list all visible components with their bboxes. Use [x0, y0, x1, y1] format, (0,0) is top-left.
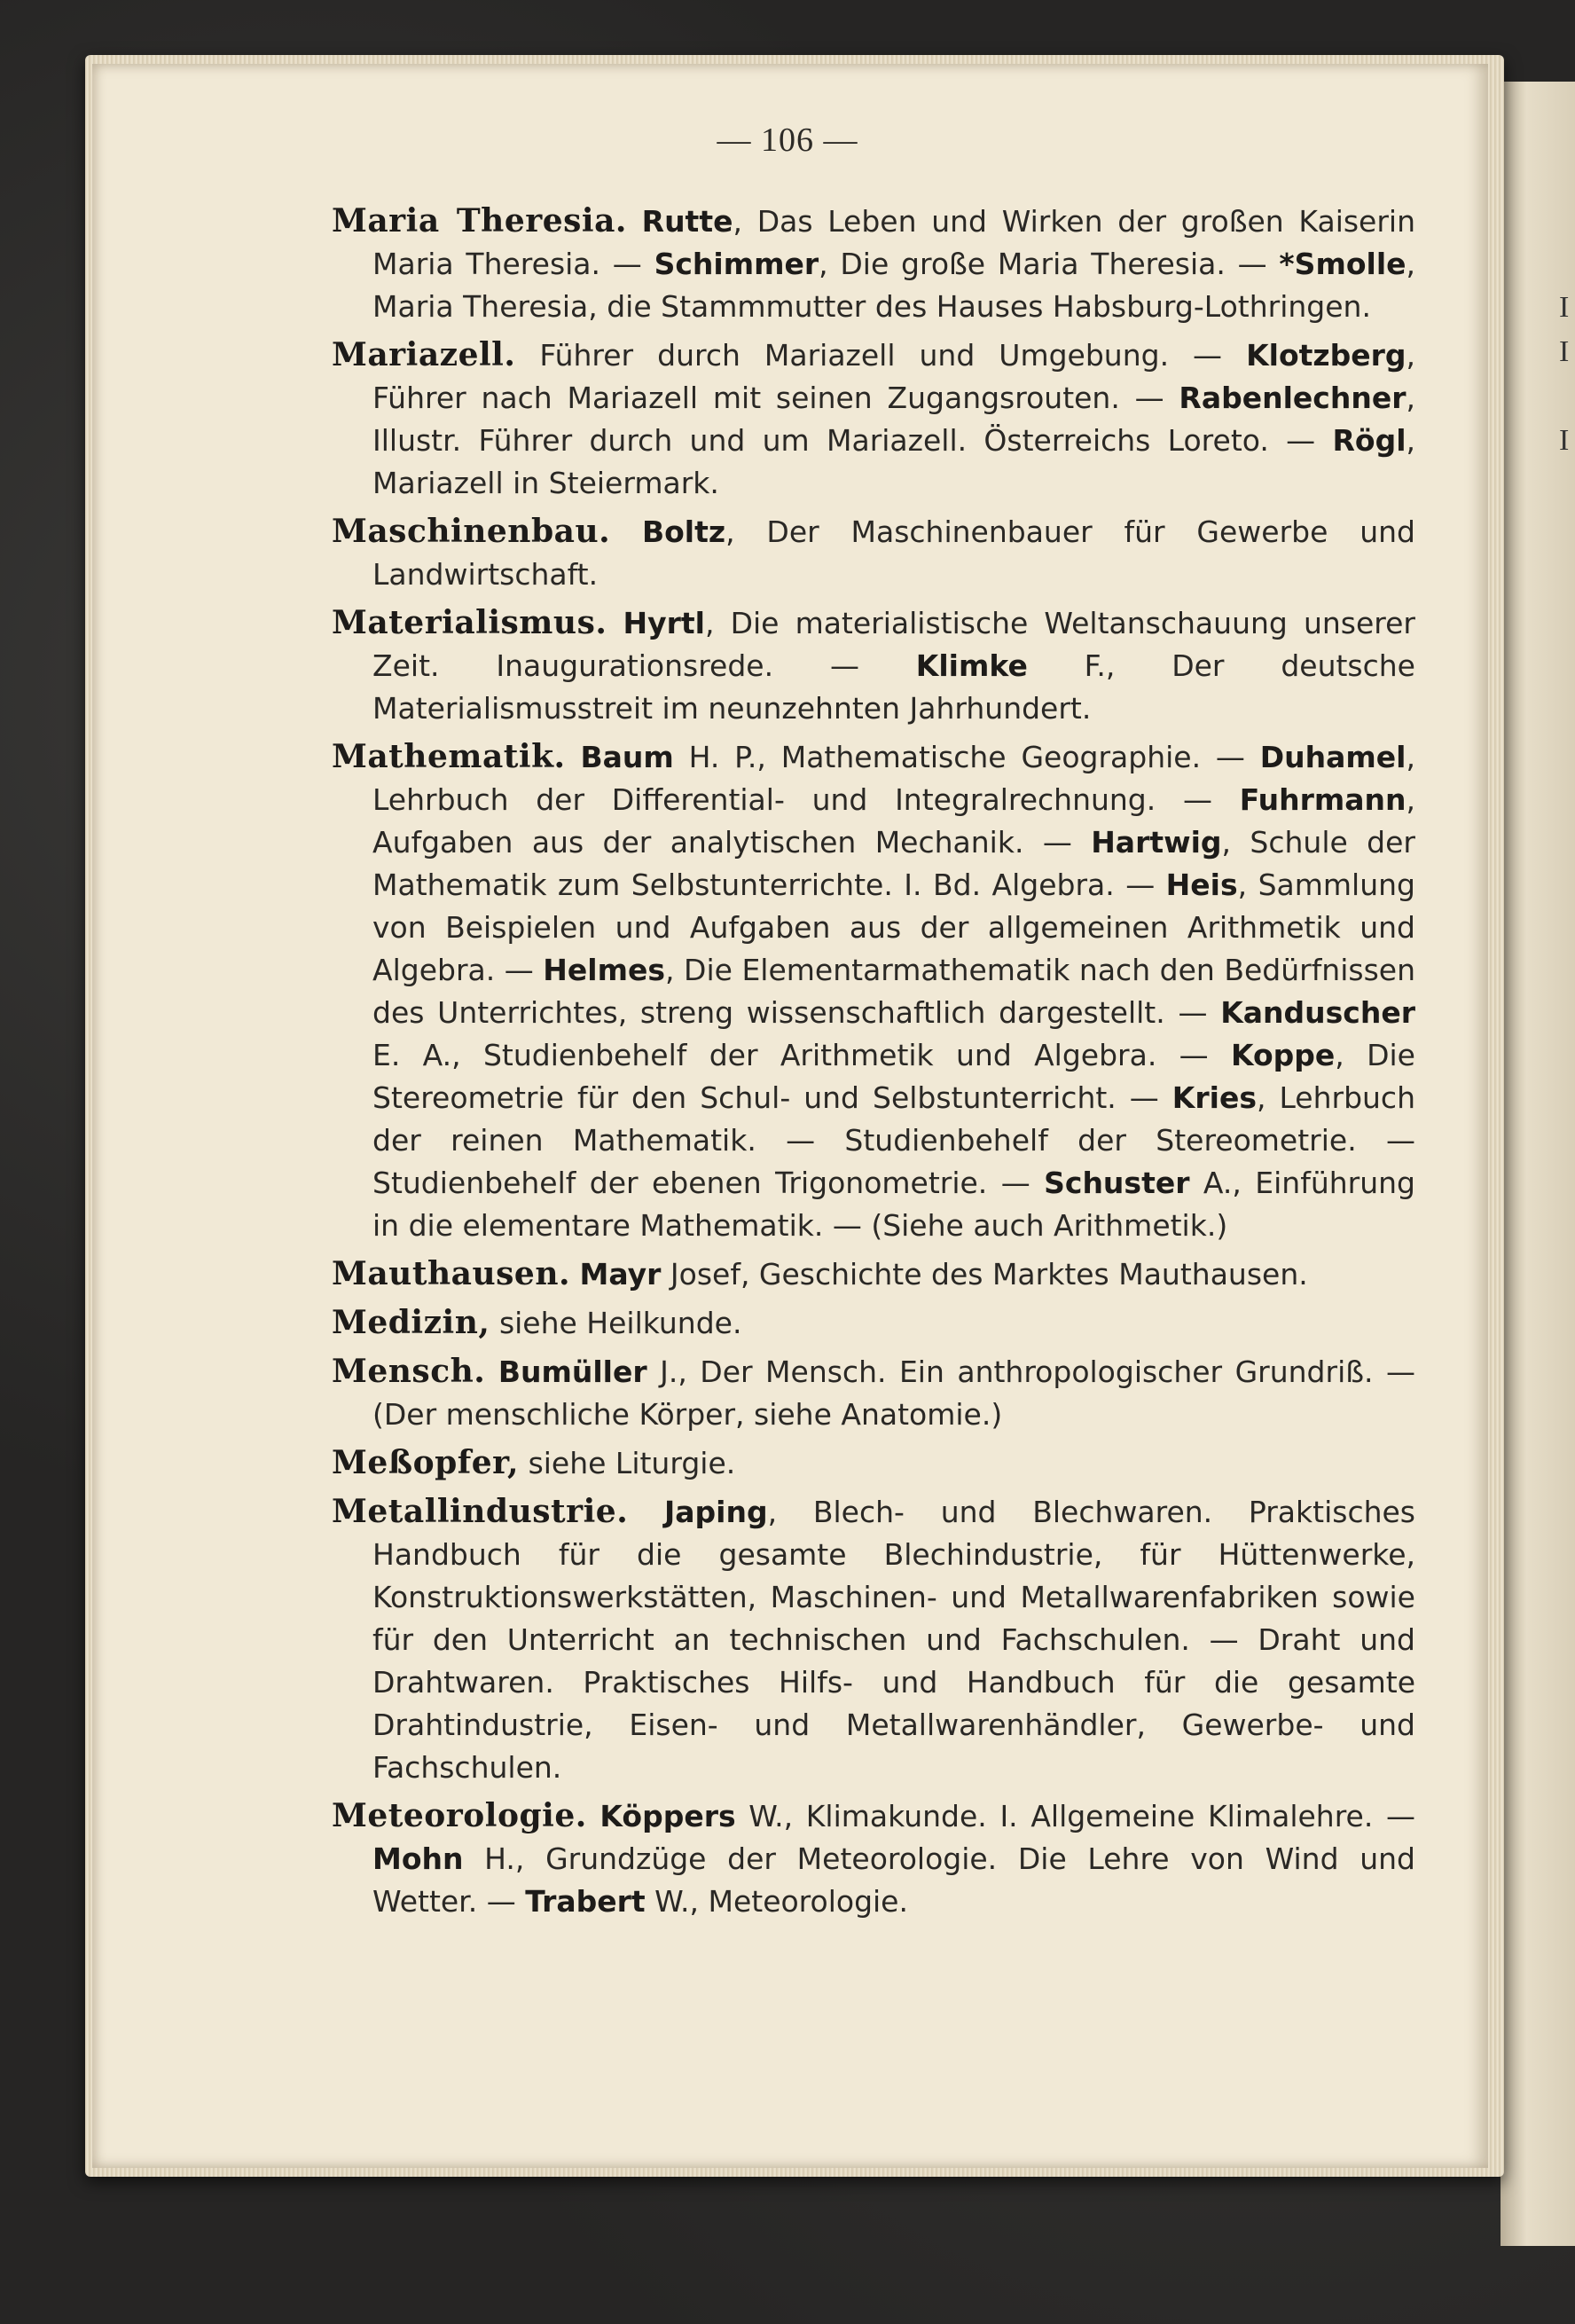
- entry-text: , Die große Maria Theresia. —: [819, 247, 1280, 281]
- entry-text: , Die materialistische Weltanschauung unserer Zeit. Inaugurationsrede. —: [372, 606, 1415, 683]
- entry-author: Koppe: [1230, 1038, 1336, 1072]
- entry-author: Bumüller: [498, 1354, 647, 1389]
- index-entry: [332, 1301, 1415, 1345]
- entry-text: siehe Liturgie.: [528, 1446, 736, 1480]
- entry-author: Köppers: [599, 1799, 736, 1833]
- entry-text: H. P., Mathematische Geographie. —: [673, 740, 1260, 774]
- index-entry: [332, 200, 1415, 328]
- entry-author: Schuster: [1044, 1166, 1190, 1200]
- entry-author: Hyrtl: [623, 606, 705, 640]
- page-number: — 106 —: [717, 122, 858, 159]
- entry-keyword: Medizin,: [332, 1304, 490, 1341]
- entry-text: , Das Leben und Wirken der großen Kaiserin Maria Theresia. —: [372, 204, 1416, 281]
- entry-text: , Die Elementarmathematik nach den Bedürfnissen des Unterrichtes, streng wissenschaftlich dargestellt. —: [372, 953, 1415, 1030]
- entry-author: Klotzberg: [1246, 338, 1407, 373]
- entry-keyword: Mauthausen.: [332, 1255, 571, 1292]
- index-entry: [332, 1441, 1415, 1485]
- entry-text: , Lehrbuch der Differential- und Integralrechnung. —: [372, 740, 1415, 817]
- entry-keyword: Mariazell.: [332, 336, 516, 373]
- index-text-block: [332, 200, 1415, 1928]
- index-entry: [332, 1350, 1415, 1436]
- entry-text: J., Der Mensch. Ein anthropologischer Grundriß. — (Der menschliche Körper, siehe Anatomie.): [372, 1354, 1415, 1432]
- entry-author: Rögl: [1332, 423, 1407, 458]
- adjacent-page-fragment: I: [1559, 291, 1570, 324]
- entry-author: Helmes: [543, 953, 666, 987]
- adjacent-page-edge: [1501, 82, 1575, 2246]
- entry-author: Hartwig: [1091, 825, 1222, 860]
- entry-author: Mayr: [579, 1257, 662, 1292]
- entry-text: , Die Stereometrie für den Schul- und Selbstunterricht. —: [372, 1038, 1415, 1115]
- entry-text: , Lehrbuch der reinen Mathematik. — Studienbehelf der Stereometrie. — Studienbehelf der ebenen Trigonometrie. —: [372, 1080, 1415, 1200]
- entry-keyword: Mensch.: [332, 1353, 486, 1390]
- index-entry: [332, 1252, 1415, 1296]
- entry-text: Josef, Geschichte des Marktes Mauthausen.: [661, 1257, 1308, 1292]
- index-entry: [332, 1490, 1415, 1789]
- entry-text: , Schule der Mathematik zum Selbstunterrichte. I. Bd. Algebra. —: [372, 825, 1415, 902]
- entry-keyword: Maschinenbau.: [332, 513, 611, 550]
- index-entry: [332, 510, 1415, 596]
- index-entry: [332, 1794, 1415, 1923]
- entry-author: Mohn: [372, 1841, 464, 1876]
- entry-author: Japing: [664, 1495, 768, 1529]
- entry-author: Kries: [1171, 1080, 1257, 1115]
- index-entry: [332, 601, 1415, 730]
- entry-author: Schimmer: [654, 247, 819, 281]
- entry-author: Rutte: [641, 204, 733, 239]
- entry-author: Trabert: [525, 1884, 646, 1919]
- entry-text: W., Meteorologie.: [645, 1884, 908, 1919]
- entry-text: , Sammlung von Beispielen und Aufgaben aus der allgemeinen Arithmetik und Algebra. —: [372, 868, 1415, 987]
- entry-text: F., Der deutsche Materialismusstreit im neunzehnten Jahrhundert.: [372, 648, 1415, 726]
- entry-author: Klimke: [915, 648, 1028, 683]
- entry-text: , Blech- und Blechwaren. Praktisches Handbuch für die gesamte Blechindustrie, für Hüttenwerke, Konstruktionswerkstätten, Maschinen- und Metallwarenfabriken sowie für den Unterricht an technischen und Fachschulen. — Draht und Drahtwaren. Praktisches Hilfs- und Handbuch für die gesamte Drahtindustrie, Eisen- und Metallwarenhändler, Gewerbe- und Fachschulen.: [372, 1495, 1415, 1785]
- entry-author: Duhamel: [1259, 740, 1407, 774]
- entry-keyword: Maria Theresia.: [332, 202, 627, 239]
- entry-text: A., Einführung in die elementare Mathematik. — (Siehe auch Arithmetik.): [372, 1166, 1416, 1243]
- entry-text: , Maria Theresia, die Stammmutter des Hauses Habsburg-Lothringen.: [372, 247, 1416, 324]
- entry-text: , Führer nach Mariazell mit seinen Zugangsrouten. —: [372, 338, 1416, 415]
- entry-author: Rabenlechner: [1179, 381, 1407, 415]
- entry-text: W., Klimakunde. I. Allgemeine Klimalehre. —: [735, 1799, 1416, 1833]
- entry-text: , Illustr. Führer durch und um Mariazell. Österreichs Loreto. —: [372, 381, 1415, 458]
- adjacent-page-fragment: I: [1559, 424, 1570, 457]
- entry-text: E. A., Studienbehelf der Arithmetik und Algebra. —: [372, 1038, 1231, 1072]
- entry-author: *Smolle: [1279, 247, 1407, 281]
- entry-keyword: Meteorologie.: [332, 1797, 587, 1834]
- entry-author: Kanduscher: [1220, 995, 1415, 1030]
- adjacent-page-fragment: I: [1559, 335, 1570, 368]
- entry-text: Führer durch Mariazell und Umgebung. —: [539, 338, 1247, 373]
- entry-author: Boltz: [641, 514, 726, 549]
- entry-keyword: Materialismus.: [332, 604, 607, 641]
- entry-text: , Der Maschinenbauer für Gewerbe und Landwirtschaft.: [372, 514, 1415, 592]
- entry-keyword: Metallindustrie.: [332, 1493, 629, 1530]
- entry-text: siehe Heilkunde.: [498, 1306, 742, 1340]
- entry-text: , Aufgaben aus der analytischen Mechanik. —: [372, 782, 1415, 860]
- index-entry: [332, 334, 1415, 505]
- index-entry: [332, 735, 1415, 1247]
- entry-keyword: Mathematik.: [332, 738, 566, 775]
- entry-keyword: Meßopfer,: [332, 1444, 520, 1481]
- entry-author: Fuhrmann: [1239, 782, 1407, 817]
- entry-text: H., Grundzüge der Meteorologie. Die Lehre von Wind und Wetter. —: [372, 1841, 1415, 1919]
- entry-author: Baum: [580, 740, 674, 774]
- entry-author: Heis: [1165, 868, 1238, 902]
- entry-text: , Mariazell in Steiermark.: [372, 423, 1415, 500]
